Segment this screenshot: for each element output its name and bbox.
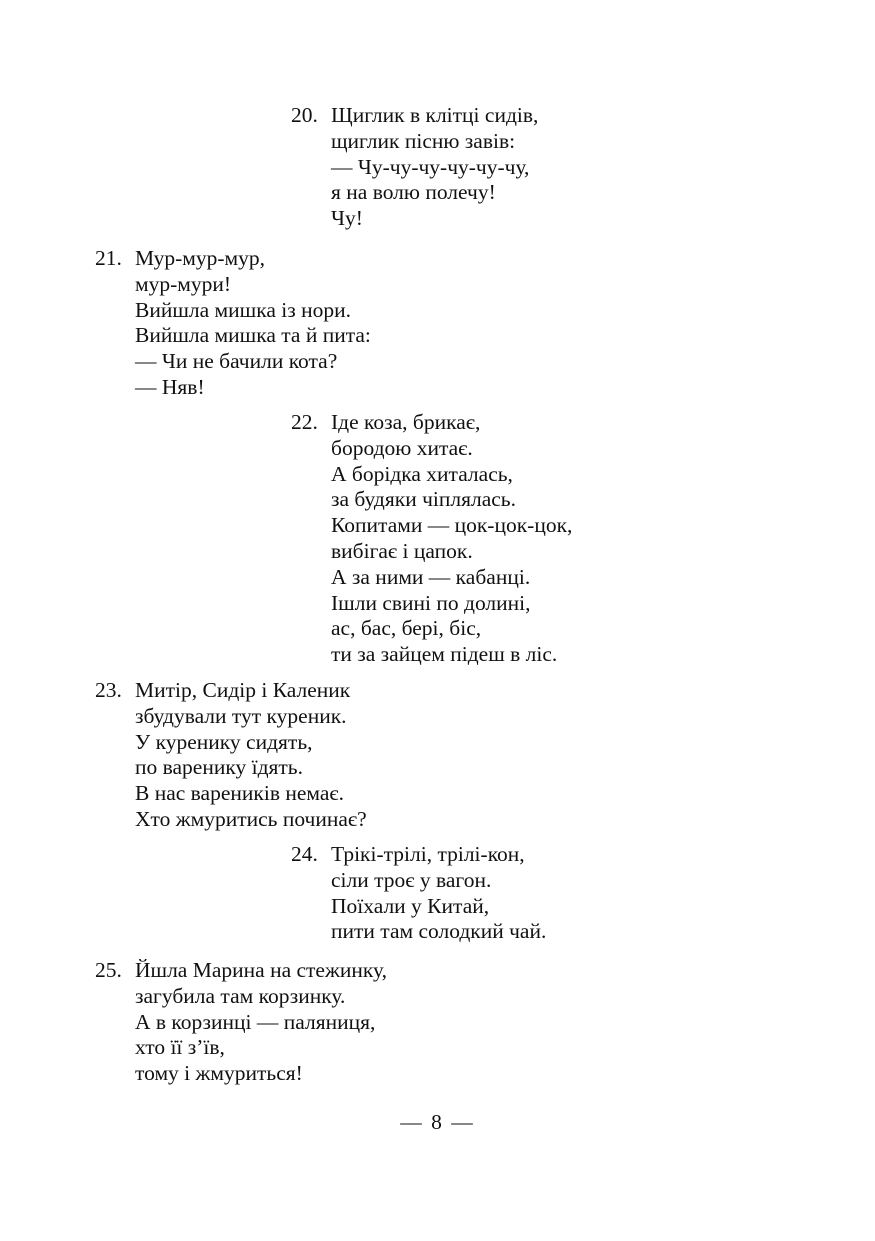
poem-number: 25. <box>95 958 122 982</box>
poem-line <box>95 246 371 272</box>
poem-line: А в корзинці — паляниця, <box>135 1009 376 1034</box>
poem-line-text: Іде коза, брикає, <box>331 410 481 434</box>
poem-line-text: Мур-мур-мур, <box>135 246 265 270</box>
poem-line: У куренику сидять, <box>135 729 313 754</box>
poem-line <box>291 103 538 129</box>
poem-line: — Чи не бачили кота? <box>135 349 338 374</box>
poem-line: тому і жмуриться! <box>135 1061 303 1086</box>
poem-line: вибігає і цапок. <box>331 538 473 563</box>
poem-number: 23. <box>95 678 122 702</box>
poem-line <box>95 958 387 984</box>
poem-line: мур-мури! <box>135 271 232 296</box>
poem-line: ти за зайцем підеш в ліс. <box>331 642 558 667</box>
poem-line-text: Щиглик в клітці сидів, <box>331 103 539 127</box>
poem-number: 20. <box>291 103 318 127</box>
poem-line-text: Трікі-трілі, трілі-кон, <box>331 842 525 866</box>
poem-line <box>291 842 546 868</box>
poem-line: по варенику їдять. <box>135 755 303 780</box>
poem-line: Поїхали у Китай, <box>331 893 490 918</box>
poem-line-text: Митір, Сидір і Каленик <box>135 678 351 702</box>
poem-line: — Няв! <box>135 374 205 399</box>
poem-line: я на волю полечу! <box>331 180 496 205</box>
poem-21 <box>95 246 371 401</box>
poem-24 <box>291 842 546 945</box>
poem-20 <box>291 103 538 232</box>
page-number: — 8 — <box>400 1110 475 1134</box>
poem-number: 24. <box>291 842 318 866</box>
poem-line: загубила там корзинку. <box>135 983 346 1008</box>
poem-line: збудували тут куреник. <box>135 703 347 728</box>
poem-line: Ішли свині по долині, <box>331 590 531 615</box>
poem-23 <box>95 678 367 833</box>
poem-line: сіли троє у вагон. <box>331 867 492 892</box>
poem-22 <box>291 410 572 668</box>
poem-line <box>291 410 572 436</box>
poem-line-text: Йшла Марина на стежинку, <box>135 958 387 982</box>
poem-line: Хто жмуритись починає? <box>135 806 367 831</box>
poem-line: Копитами — цок-цок-цок, <box>331 513 573 538</box>
poem-line: В нас вареників немає. <box>135 781 344 806</box>
poem-25 <box>95 958 387 1087</box>
poem-number: 22. <box>291 410 318 434</box>
poem-number: 21. <box>95 246 122 270</box>
poem-line: ас, бас, бері, біс, <box>331 616 482 641</box>
poem-line: — Чу-чу-чу-чу-чу-чу, <box>331 154 530 179</box>
poem-line: за будяки чіплялась. <box>331 487 516 512</box>
poem-line: А борідка хиталась, <box>331 461 513 486</box>
poem-line: Вийшла мишка та й пита: <box>135 323 371 348</box>
poem-line: щиглик пісню завів: <box>331 128 516 153</box>
poem-line: пити там солодкий чай. <box>331 919 547 944</box>
poem-line: Чу! <box>331 206 363 231</box>
poem-line <box>95 678 367 704</box>
poem-line: А за ними — кабанці. <box>331 564 531 589</box>
poem-line: бородою хитає. <box>331 435 473 460</box>
poem-line: хто її з’їв, <box>135 1035 225 1060</box>
poem-line: Вийшла мишка із нори. <box>135 297 351 322</box>
